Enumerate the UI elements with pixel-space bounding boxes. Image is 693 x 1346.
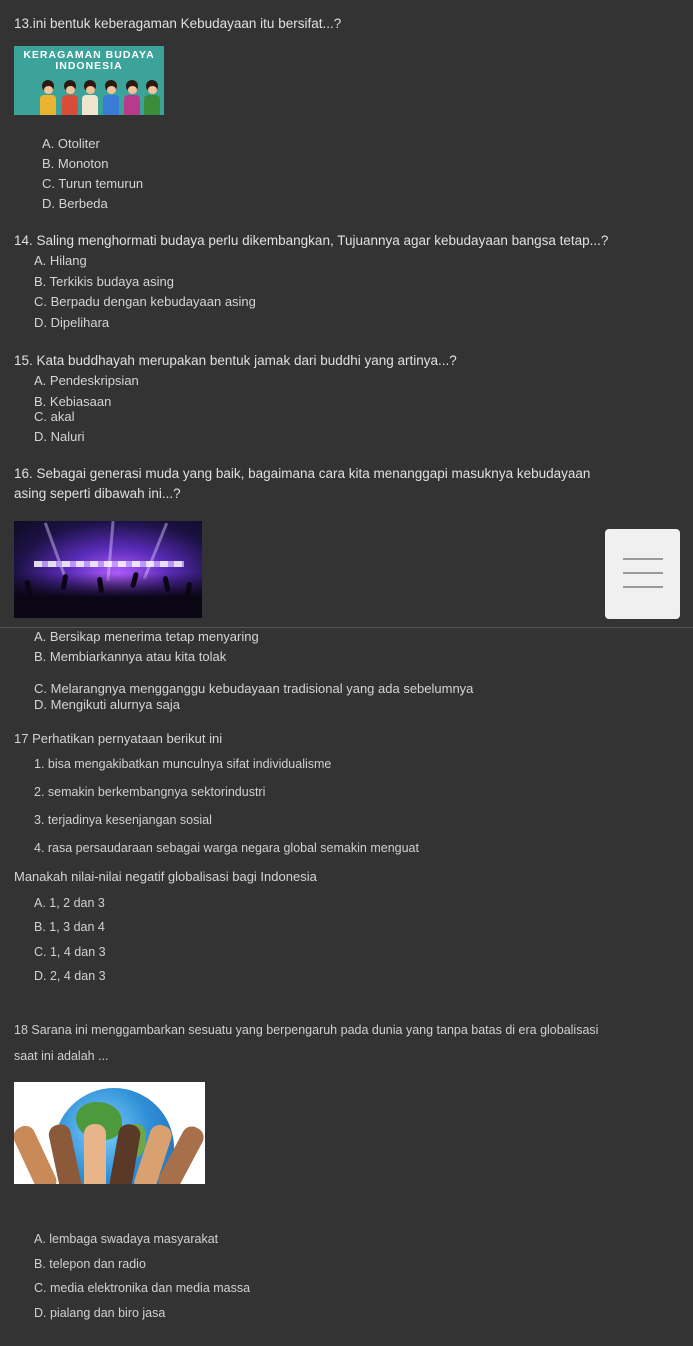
figure-1 xyxy=(40,80,56,115)
q15-option-c[interactable]: C. akal xyxy=(34,409,75,424)
q13-option-b[interactable]: B. Monoton xyxy=(42,156,109,171)
question-18-line1: 18 Sarana ini menggambarkan sesuatu yang berpengaruh pada dunia yang tanpa batas di era globalisasi xyxy=(14,1023,599,1037)
figure-5 xyxy=(124,80,140,115)
q16-option-b[interactable]: B. Membiarkannya atau kita tolak xyxy=(34,649,227,664)
question-15: 15. Kata buddhayah merupakan bentuk jamak dari buddhi yang artinya...? xyxy=(14,353,457,368)
q15-option-b[interactable]: B. Kebiasaan xyxy=(34,394,112,409)
q17-prompt: Manakah nilai-nilai negatif globalisasi bagi Indonesia xyxy=(14,869,317,884)
figure-6 xyxy=(144,80,160,115)
concert-crowd-image xyxy=(14,521,202,618)
q13-option-c[interactable]: C. Turun temurun xyxy=(42,176,144,191)
question-13: 13.ini bentuk keberagaman Kebudayaan itu bersifat...? xyxy=(14,16,342,31)
q16-option-d[interactable]: D. Mengikuti alurnya saja xyxy=(34,697,180,712)
q15-option-d[interactable]: D. Naluri xyxy=(34,429,85,444)
globe-hands-image xyxy=(14,1082,205,1184)
question-14: 14. Saling menghormati budaya perlu dikembangkan, Tujuannya agar kebudayaan bangsa tetap...? xyxy=(14,233,609,248)
menu-bar-2 xyxy=(623,572,663,574)
q15-option-a[interactable]: A. Pendeskripsian xyxy=(34,373,139,388)
q17-statement-2: 2. semakin berkembangnya sektorindustri xyxy=(34,785,266,799)
keragaman-budaya-image xyxy=(14,46,164,115)
q17-option-b[interactable]: B. 1, 3 dan 4 xyxy=(34,920,105,934)
q17-statement-3: 3. terjadinya kesenjangan sosial xyxy=(34,813,212,827)
q16-option-a[interactable]: A. Bersikap menerima tetap menyaring xyxy=(34,629,259,644)
q14-option-b[interactable]: B. Terkikis budaya asing xyxy=(34,274,174,289)
q13-option-d[interactable]: D. Berbeda xyxy=(42,196,108,211)
question-16-line2: asing seperti dibawah ini...? xyxy=(14,486,181,501)
image-caption-line2: INDONESIA xyxy=(55,60,123,72)
q14-option-a[interactable]: A. Hilang xyxy=(34,253,87,268)
question-16-line1: 16. Sebagai generasi muda yang baik, bagaimana cara kita menanggapi masuknya kebudayaan xyxy=(14,466,591,481)
figure-2 xyxy=(62,80,78,115)
q17-option-a[interactable]: A. 1, 2 dan 3 xyxy=(34,896,105,910)
q13-option-a[interactable]: A. Otoliter xyxy=(42,136,100,151)
figure-4 xyxy=(103,80,119,115)
figure-3 xyxy=(82,80,98,115)
q17-statement-1: 1. bisa mengakibatkan munculnya sifat individualisme xyxy=(34,757,332,771)
q18-option-c[interactable]: C. media elektronika dan media massa xyxy=(34,1281,251,1295)
q17-option-d[interactable]: D. 2, 4 dan 3 xyxy=(34,969,106,983)
question-17: 17 Perhatikan pernyataan berikut ini xyxy=(14,731,223,746)
divider xyxy=(0,627,693,628)
menu-bar-1 xyxy=(623,558,663,560)
q18-option-a[interactable]: A. lembaga swadaya masyarakat xyxy=(34,1232,219,1246)
q14-option-d[interactable]: D. Dipelihara xyxy=(34,315,110,330)
q17-statement-4: 4. rasa persaudaraan sebagai warga negara global semakin menguat xyxy=(34,841,419,855)
q17-option-c[interactable]: C. 1, 4 dan 3 xyxy=(34,945,106,959)
q16-option-c[interactable]: C. Melarangnya mengganggu kebudayaan tradisional yang ada sebelumnya xyxy=(34,681,474,696)
q18-option-b[interactable]: B. telepon dan radio xyxy=(34,1257,146,1271)
menu-bar-3 xyxy=(623,586,663,588)
image-caption-line1: KERAGAMAN BUDAYA xyxy=(23,49,155,61)
menu-button[interactable] xyxy=(605,529,680,619)
q18-option-d[interactable]: D. pialang dan biro jasa xyxy=(34,1306,166,1320)
q14-option-c[interactable]: C. Berpadu dengan kebudayaan asing xyxy=(34,294,256,309)
question-18-line2: saat ini adalah ... xyxy=(14,1049,109,1063)
